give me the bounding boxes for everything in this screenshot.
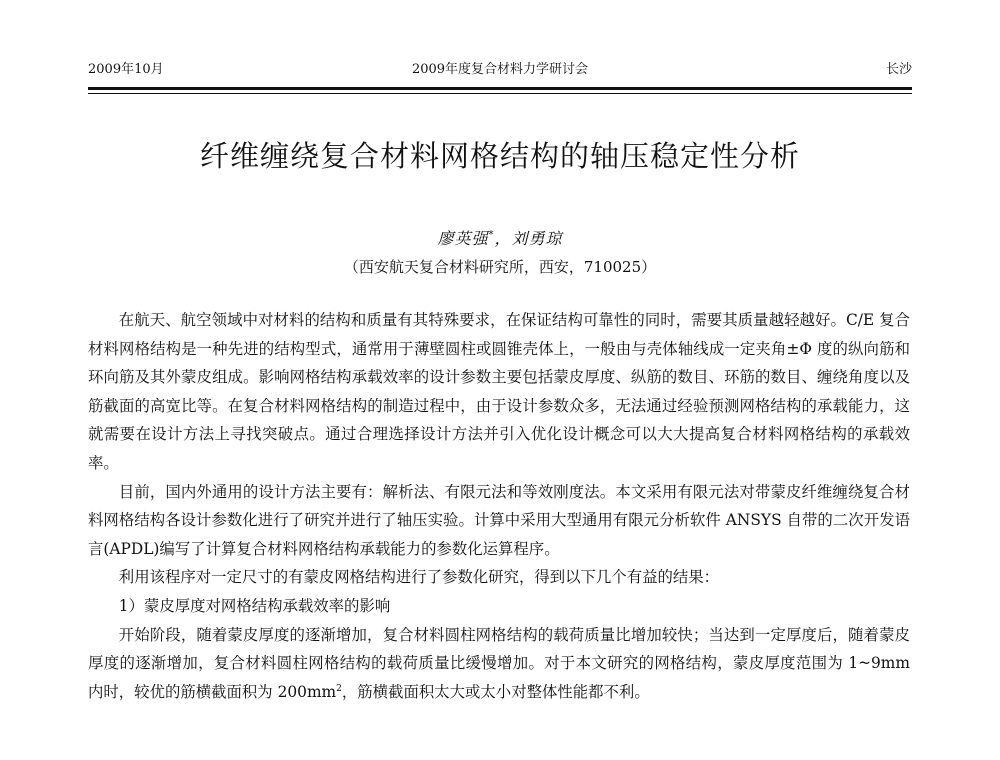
paragraph-2: 目前，国内外通用的设计方法主要有：解析法、有限元法和等效刚度法。本文采用有限元法对带蒙皮纤维缠绕复合材料网格结构各设计参数化进行了研究并进行了轴压实验。计算中采用大型通用有限元分析软件 ANSYS 自带的二次开发语言(APDL)编写了计算复合材料网格结构承载能力的参数化运算程序。 bbox=[88, 482, 910, 558]
paragraph-5 bbox=[88, 621, 910, 707]
running-header bbox=[88, 58, 912, 80]
paragraph-5-tail: ，筋横截面积太大或太小对整体性能都不利。 bbox=[341, 682, 650, 701]
author-separator: ， bbox=[494, 229, 512, 248]
header-rule-thin bbox=[88, 93, 912, 94]
author-line bbox=[88, 226, 912, 249]
corresponding-author-mark: * bbox=[488, 229, 495, 241]
abstract-body bbox=[88, 306, 910, 706]
paragraph-1: 在航天、航空领域中对材料的结构和质量有其特殊要求，在保证结构可靠性的同时，需要其质量越轻越好。C/E 复合材料网格结构是一种先进的结构型式，通常用于薄壁圆柱或圆锥壳体上，一般由与壳体轴线成一定夹角±Φ 度的纵向筋和环向筋及其外蒙皮组成。影响网格结构承载效率的设计参数主要包括蒙皮厚度、纵筋的数目、环筋的数目、缠绕角度以及筋截面的高宽比等。在复合材料网格结构的制造过程中，由于设计参数众多，无法通过经验预测网格结构的承载能力，这就需要在设计方法上寻找突破点。通过合理选择设计方法并引入优化设计概念可以大大提高复合材料网格结构的承载效率。 bbox=[88, 311, 910, 472]
header-rule-thick bbox=[88, 87, 912, 90]
paragraph-5-main: 开始阶段，随着蒙皮厚度的逐渐增加，复合材料圆柱网格结构的载荷质量比增加较快；当达到一定厚度后，随着蒙皮厚度的逐渐增加，复合材料圆柱网格结构的载荷质量比缓慢增加。对于本文研究的网格结构，蒙皮厚度范围为 1~9mm 内时，较优的筋横截面积为 200mm bbox=[88, 625, 910, 701]
author-1: 廖英强 bbox=[437, 229, 489, 248]
header-conference: 2009年度复合材料力学研讨会 bbox=[411, 62, 589, 77]
header-date: 2009年10月 bbox=[88, 62, 164, 77]
affiliation: （西安航天复合材料研究所，西安，710025） bbox=[343, 258, 657, 276]
superscript-2: 2 bbox=[336, 683, 342, 694]
header-location: 长沙 bbox=[885, 62, 912, 77]
author-2: 刘勇琼 bbox=[511, 229, 563, 248]
paragraph-4: 1）蒙皮厚度对网格结构承载效率的影响 bbox=[118, 596, 391, 615]
paper-title: 纤维缠绕复合材料网格结构的轴压稳定性分析 bbox=[199, 139, 800, 173]
paragraph-3: 利用该程序对一定尺寸的有蒙皮网格结构进行了参数化研究，得到以下几个有益的结果： bbox=[118, 568, 720, 587]
